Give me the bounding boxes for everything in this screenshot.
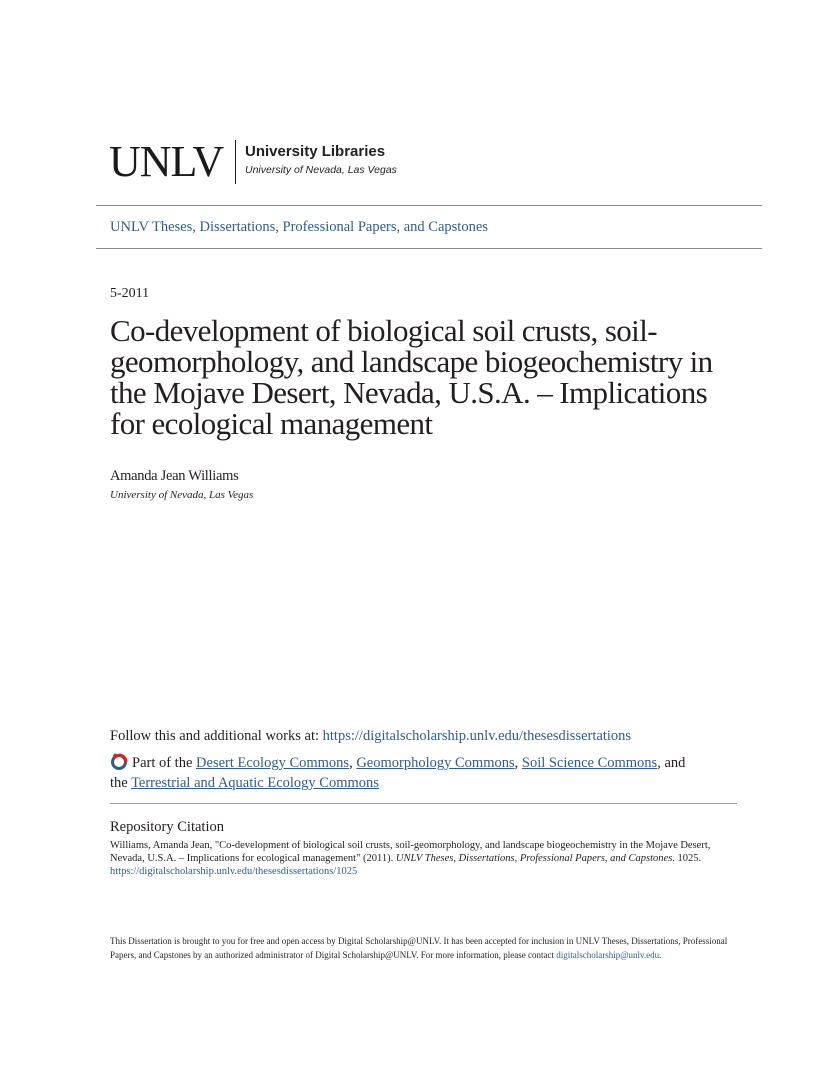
follow-line bbox=[110, 727, 631, 745]
separator: , bbox=[514, 755, 522, 771]
footer-end: . bbox=[659, 950, 662, 960]
soil-science-commons-link[interactable]: Soil Science Commons bbox=[521, 755, 658, 771]
citation-series: UNLV Theses, Dissertations, Professional Papers, and Capstones bbox=[395, 853, 673, 864]
separator: , bbox=[349, 755, 357, 771]
bepress-share-icon bbox=[110, 752, 128, 770]
the-word: the bbox=[110, 775, 132, 791]
unlv-logo: UNLV bbox=[109, 137, 224, 186]
citation-rule bbox=[110, 803, 737, 804]
author-name: Amanda Jean Williams bbox=[110, 468, 239, 484]
terrestrial-aquatic-ecology-commons-link[interactable]: Terrestrial and Aquatic Ecology Commons bbox=[131, 775, 379, 791]
title-line-4: for ecological management bbox=[110, 406, 433, 441]
access-statement bbox=[110, 934, 730, 962]
title-line-3: the Mojave Desert, Nevada, U.S.A. – Implications bbox=[110, 375, 708, 410]
part-of-commons bbox=[110, 752, 750, 793]
repository-citation bbox=[110, 839, 730, 878]
desert-ecology-commons-link[interactable]: Desert Ecology Commons bbox=[196, 755, 350, 771]
part-of-prefix: Part of the bbox=[132, 755, 197, 771]
series-link[interactable]: UNLV Theses, Dissertations, Professional Papers, and Capstones bbox=[110, 219, 488, 235]
citation-url-link[interactable]: https://digitalscholarship.unlv.edu/thesesdissertations/1025 bbox=[110, 866, 358, 877]
follow-prefix: Follow this and additional works at: bbox=[110, 728, 323, 744]
author-affiliation: University of Nevada, Las Vegas bbox=[110, 489, 254, 501]
series-bottom-rule bbox=[96, 248, 762, 249]
library-subtitle: University of Nevada, Las Vegas bbox=[245, 164, 397, 176]
repository-citation-heading: Repository Citation bbox=[110, 819, 224, 835]
top-rule bbox=[96, 205, 762, 206]
contact-email-link[interactable]: digitalscholarship@unlv.edu bbox=[556, 950, 660, 960]
citation-number: . 1025. bbox=[672, 853, 702, 864]
geomorphology-commons-link[interactable]: Geomorphology Commons bbox=[356, 755, 515, 771]
citation-text: Williams, Amanda Jean, "Co-development of biological soil crusts, soil-geomorphology, and landscape biogeochemistry in the Mojave Desert, Nevada, U.S.A. – Implications for ecological management" (2011). bbox=[110, 840, 711, 864]
publication-date: 5-2011 bbox=[110, 286, 150, 301]
library-name: University Libraries bbox=[245, 143, 386, 160]
access-statement-text: This Dissertation is brought to you for free and open access by Digital Scholarship@UNLV. It has been accepted for inclusion in UNLV Theses, Dissertations, Professional Papers, and Capstones by an authorized administrator of Digital Scholarship@UNLV. For more information, please contact bbox=[110, 936, 728, 960]
title-line-1: Co-development of biological soil crusts, soil- bbox=[110, 313, 657, 348]
document-title bbox=[110, 315, 750, 439]
title-line-2: geomorphology, and landscape biogeochemistry in bbox=[110, 344, 713, 379]
separator: , and bbox=[657, 755, 686, 771]
logo-divider bbox=[235, 140, 236, 184]
follow-link[interactable]: https://digitalscholarship.unlv.edu/thesesdissertations bbox=[322, 728, 632, 744]
